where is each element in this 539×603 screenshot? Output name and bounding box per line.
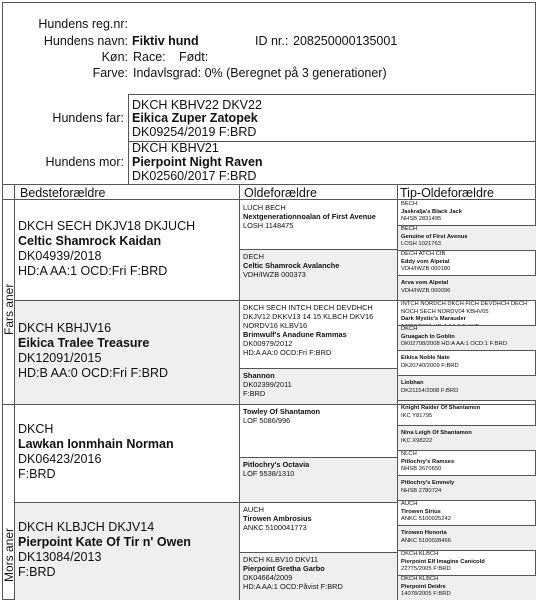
great-great-grandparent-line: DK02708/2008 HD:A AA:1 OCD:1 F:BRD xyxy=(401,341,508,348)
grandparent-name: Lawkan Ionmhain Norman xyxy=(18,437,174,451)
great-grandparent-cell xyxy=(240,200,397,249)
great-great-grandparent-line: 14078/2005 F:BRD xyxy=(401,591,451,598)
dam-name: Pierpoint Night Raven xyxy=(132,155,263,169)
great-great-grandparent-cell xyxy=(398,300,536,325)
great-great-grandparent-cell xyxy=(398,475,536,500)
great-great-grandparent-line: Tirowen Sirius xyxy=(401,508,441,515)
great-great-grandparent-line: DK20740/2009 F:BRD xyxy=(401,362,459,369)
grandparent-cell xyxy=(15,300,239,404)
great-grandparent-cell xyxy=(240,552,397,600)
grandparent-cell xyxy=(15,404,239,502)
great-great-grandparent-line: Pierpoint Elf Imagine Canicold xyxy=(401,558,485,565)
great-grandparent-line: LOF 5538/1310 xyxy=(243,469,295,478)
great-great-grandparent-line: LOSH 1021763 xyxy=(401,241,441,248)
great-grandparent-line: VDH/IWZB 000373 xyxy=(243,270,306,279)
great-grandparent-line: DK04664/2009 xyxy=(243,573,293,582)
great-great-grandparent-line: BECH xyxy=(401,201,418,208)
great-great-grandparent-line: Dark Mystic's Marauder xyxy=(401,316,466,322)
grandparent-reg: DK13084/2013 xyxy=(18,550,102,564)
grandparent-info: F:BRD xyxy=(18,565,56,579)
grandparent-info: F:BRD xyxy=(18,467,56,481)
great-grandparent-line: Nextgenerationnoalan of First Avenue xyxy=(243,212,376,221)
great-great-grandparent-line: NHSB 2670650 xyxy=(401,466,442,473)
great-grandparent-line: Towley Of Shantamon xyxy=(243,407,321,416)
great-great-grandparent-line: Pitlochry's Emmely xyxy=(401,480,455,486)
great-grandparent-cell xyxy=(240,404,397,457)
great-great-grandparent-line: IKC X98222 xyxy=(401,437,433,444)
great-great-grandparent-line: Eikica Noble Nate xyxy=(401,355,450,361)
great-grandparent-line: ANKC 5100041773 xyxy=(243,523,307,532)
great-grandparent-line: Pierpoint Gretha Garbo xyxy=(243,564,325,573)
great-great-grandparent-line: Eddy vom Alpetal xyxy=(401,258,450,265)
great-great-grandparent-cell xyxy=(398,325,536,350)
grandparent-name: Eikica Tralee Treasure xyxy=(18,336,150,350)
great-grandparent-line: LOF 5086/996 xyxy=(243,416,291,425)
great-great-grandparent-line: Knight Raider Of Shantamon xyxy=(401,405,481,411)
dam-titles: DKCH KBHV21 xyxy=(132,141,219,155)
great-grandparent-line: LOSH 1148475 xyxy=(243,221,294,230)
color-label: Farve: xyxy=(92,66,128,80)
id-value: 208250000135001 xyxy=(293,34,398,48)
great-grandparent-cell xyxy=(240,249,397,300)
name-label: Hundens navn: xyxy=(43,34,128,48)
mors-aner-label: Mors aner xyxy=(2,527,16,582)
great-grandparent-line: Pitlochry's Octavia xyxy=(243,460,310,469)
great-great-grandparent-line: BECH xyxy=(401,226,418,233)
great-grandparent-line: LUCH BECH xyxy=(243,203,286,212)
great-great-grandparent-cell xyxy=(398,575,536,600)
great-great-grandparent-cell xyxy=(398,225,536,250)
great-grandparent-line: DKCH KLBV10 DKV11 xyxy=(243,555,319,564)
great-great-grandparent-line: Jaskralja's Black Jack xyxy=(401,208,463,215)
great-great-grandparent-cell xyxy=(398,275,536,300)
great-grandparent-line: DK00979/2012 xyxy=(243,339,293,348)
great-grandparent-line: DECH xyxy=(243,252,264,261)
great-great-grandparent-line: NHSB 2831495 xyxy=(401,216,442,223)
great-great-grandparent-cell xyxy=(398,550,536,575)
great-grandparent-line: DKCH SECH INTCH DECH DEVDHCH xyxy=(243,303,373,312)
great-great-grandparent-line: Liobhan xyxy=(401,380,424,386)
great-grandparent-cell xyxy=(240,300,397,368)
great-great-grandparent-line: VDH/IWZB 000180 xyxy=(401,266,451,273)
born-label: Født: xyxy=(179,50,209,64)
grandparent-cell xyxy=(15,502,239,600)
great-great-grandparent-line: Nina Leigh Of Shantamon xyxy=(401,430,472,436)
great-great-grandparent-line: DECH ATCH CIB xyxy=(401,251,446,258)
grandparent-cell xyxy=(15,200,239,300)
great-great-grandparent-line: NHSB 2780724 xyxy=(401,487,442,494)
great-grandparent-line: HD:A AA:0 OCD:Fri F:BRD xyxy=(243,348,332,357)
great-great-grandparent-line: DK21154/2008 F:BRD xyxy=(401,387,459,394)
great-great-grandparent-cell xyxy=(398,425,536,450)
great-great-grandparent-line: 22775/2005 F:BRD xyxy=(401,566,451,573)
sire-reg: DK09254/2019 F:BRD xyxy=(132,125,257,139)
great-great-grandparent-line: Tirowen Honoria xyxy=(401,530,447,536)
grandparent-name: Celtic Shamrock Kaidan xyxy=(18,234,162,248)
great-grandparent-line: NORDV16 KLBV16 xyxy=(243,321,308,330)
great-grandparent-line: Shannon xyxy=(243,371,275,380)
great-great-grandparent-line: INTCH NORDCH DKCH FICH DEVDHCH DECH xyxy=(401,301,528,307)
great-great-grandparent-line: NOCH SECH NORDV04 KBHV05 xyxy=(401,308,489,315)
great-grandparent-line: DKJV12 DKKV13 14 15 KLBCH DKV16 xyxy=(243,312,374,321)
inbreeding-text: Indavlsgrad: 0% (Beregnet på 3 generationer) xyxy=(133,66,387,80)
great-grandparent-cell xyxy=(240,368,397,404)
great-great-grandparent-line: Pierpoint Deidre xyxy=(401,583,446,590)
col-great-great-grandparents: Tip-Oldeforældre xyxy=(400,186,495,200)
great-great-grandparent-cell xyxy=(398,500,536,525)
grandparent-reg: DK12091/2015 xyxy=(18,351,102,365)
sire-name: Eikica Zuper Zatopek xyxy=(132,111,258,125)
sire-label: Hundens far: xyxy=(52,111,124,125)
sire-titles: DKCH KBHV22 DKV22 xyxy=(132,98,262,112)
great-great-grandparent-line: VDH/IWZB 000096 xyxy=(401,287,451,294)
great-great-grandparent-line: ANKC 5100025242 xyxy=(401,516,451,523)
great-great-grandparent-cell xyxy=(398,200,536,225)
great-great-grandparent-cell xyxy=(398,525,536,550)
great-great-grandparent-line: Gruagach In Goblin xyxy=(401,333,455,340)
great-grandparent-cell xyxy=(240,457,397,502)
grandparent-info: HD:A AA:1 OCD:Fri F:BRD xyxy=(18,264,168,278)
sex-label: Køn: xyxy=(101,50,128,64)
reg-label: Hundens reg.nr: xyxy=(38,17,128,31)
great-grandparent-cell xyxy=(240,502,397,552)
great-grandparent-line: Tirowen Ambrosius xyxy=(243,514,312,523)
great-great-grandparent-line: DKCH KLBCH xyxy=(401,551,439,558)
great-great-grandparent-line: DKCH xyxy=(401,326,418,333)
great-great-grandparent-cell xyxy=(398,250,536,275)
dam-reg: DK02560/2017 F:BRD xyxy=(132,169,257,183)
great-great-grandparent-cell xyxy=(398,450,536,475)
great-great-grandparent-line: DKCH KLBCH xyxy=(401,576,439,583)
grandparent-info: HD:B AA:0 OCD:Fri F:BRD xyxy=(18,366,169,380)
great-great-grandparent-line: Pitlochry's Ramses xyxy=(401,458,455,465)
great-great-grandparent-line: AUCH xyxy=(401,501,418,508)
dam-label: Hundens mor: xyxy=(45,155,124,169)
grandparent-titles: DKCH KLBJCH DKJV14 xyxy=(18,520,155,534)
great-great-grandparent-cell xyxy=(398,375,536,400)
great-great-grandparent-line: ANKC 5100028466 xyxy=(401,537,451,544)
great-grandparent-line: Celtic Shamrock Avalanche xyxy=(243,261,340,270)
great-grandparent-line: AUCH xyxy=(243,505,264,514)
great-great-grandparent-line: IKC Y81795 xyxy=(401,412,433,419)
grandparent-reg: DK06423/2016 xyxy=(18,452,102,466)
grandparent-titles: DKCH xyxy=(18,422,54,436)
great-great-grandparent-line: NLCH xyxy=(401,451,417,458)
great-great-grandparent-line: Genuine of First Avenue xyxy=(401,233,468,240)
race-label: Race: xyxy=(133,50,166,64)
great-grandparent-line: HD:A AA:1 OCD:Påvist F:BRD xyxy=(243,582,343,591)
col-great-grandparents: Oldeforældre xyxy=(244,186,317,200)
id-label: ID nr.: xyxy=(255,34,289,48)
great-grandparent-line: DK02399/2011 xyxy=(243,380,292,389)
name-value: Fiktiv hund xyxy=(132,34,199,48)
great-great-grandparent-line: Arva vom Alpetal xyxy=(401,280,449,286)
grandparent-name: Pierpoint Kate Of Tir n' Owen xyxy=(18,535,191,549)
grandparent-titles: DKCH KBHJV16 xyxy=(18,321,112,335)
great-great-grandparent-cell xyxy=(398,350,536,375)
fars-aner-label: Fars aner xyxy=(2,283,16,335)
col-grandparents: Bedsteforældre xyxy=(20,186,106,200)
grandparent-reg: DK04939/2018 xyxy=(18,249,102,263)
great-grandparent-line: Brimwulf's Anadune Rammas xyxy=(243,330,347,339)
grandparent-titles: DKCH SECH DKJV18 DKJUCH xyxy=(18,219,196,233)
great-grandparent-line: F:BRD xyxy=(243,389,266,398)
